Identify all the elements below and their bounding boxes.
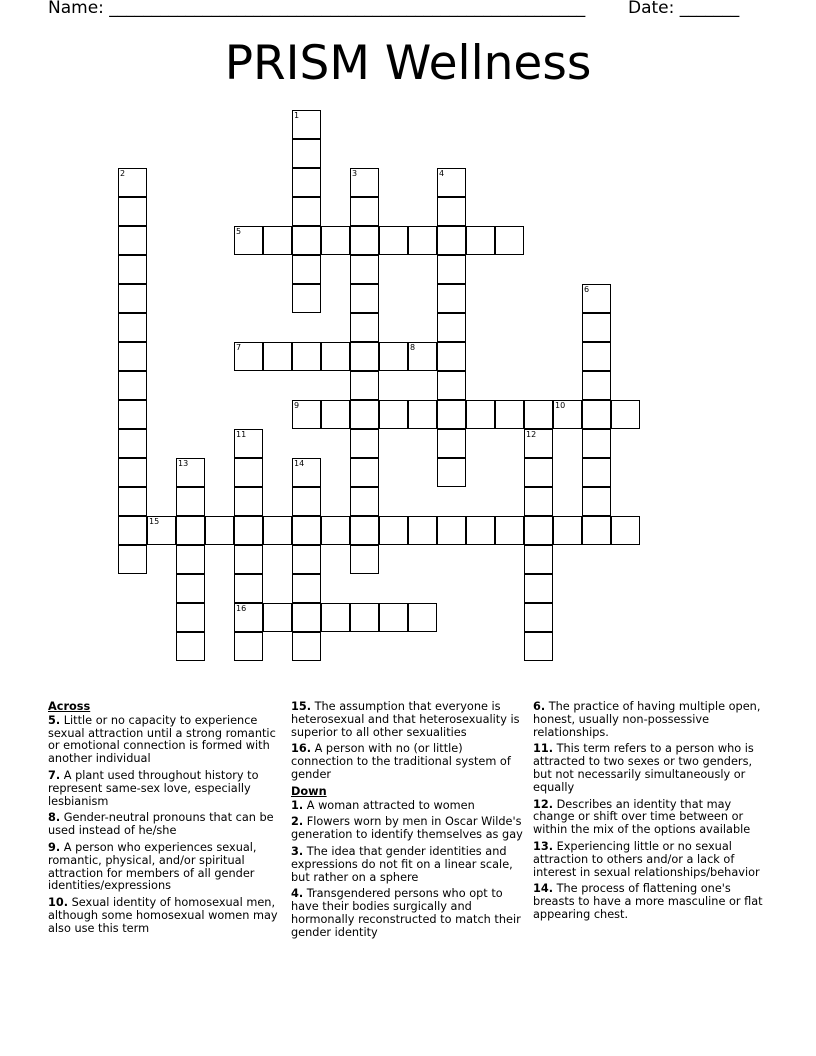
crossword-cell[interactable] [524, 545, 553, 574]
date-field-label: Date: _______ [628, 0, 740, 18]
crossword-cell[interactable] [263, 226, 292, 255]
crossword-cell[interactable] [350, 400, 379, 429]
cell-number: 12 [526, 430, 537, 439]
cell-number: 2 [120, 169, 126, 178]
crossword-cell[interactable] [292, 516, 321, 545]
crossword-cell[interactable] [118, 371, 147, 400]
crossword-cell[interactable] [321, 400, 350, 429]
crossword-cell[interactable] [292, 139, 321, 168]
clue-across-10: 10. Sexual identity of homosexual men, although some homosexual women may also use this term [48, 896, 278, 935]
across-heading: Across [48, 700, 91, 713]
crossword-cell[interactable] [292, 110, 321, 139]
crossword-cell[interactable] [234, 545, 263, 574]
crossword-cell[interactable] [524, 487, 553, 516]
clue-down-6: 6. The practice of having multiple open, honest, usually non-possessive relationships. [533, 700, 761, 739]
crossword-cell[interactable] [350, 603, 379, 632]
crossword-cell[interactable] [176, 632, 205, 661]
clue-down-11: 11. This term refers to a person who is attracted to two sexes or two genders, but not necessarily simultaneously or equally [533, 742, 754, 794]
crossword-cell[interactable] [118, 516, 147, 545]
clue-across-8: 8. Gender-neutral pronouns that can be used instead of he/she [48, 811, 274, 838]
clue-column-2 [291, 701, 523, 944]
crossword-cell[interactable] [292, 632, 321, 661]
cell-number: 6 [584, 285, 590, 294]
crossword-cell[interactable] [118, 487, 147, 516]
crossword-cell[interactable] [321, 226, 350, 255]
crossword-cell[interactable] [408, 400, 437, 429]
crossword-cell[interactable] [118, 458, 147, 487]
crossword-cell[interactable] [350, 458, 379, 487]
crossword-cell[interactable] [292, 284, 321, 313]
crossword-cell[interactable] [263, 342, 292, 371]
crossword-cell[interactable] [582, 313, 611, 342]
crossword-cell[interactable] [437, 458, 466, 487]
crossword-cell[interactable] [408, 226, 437, 255]
crossword-cell[interactable] [234, 429, 263, 458]
crossword-cell[interactable] [437, 168, 466, 197]
crossword-cell[interactable] [118, 313, 147, 342]
cell-number: 16 [236, 604, 247, 613]
crossword-cell[interactable] [350, 168, 379, 197]
crossword-cell[interactable] [379, 400, 408, 429]
crossword-cell[interactable] [379, 226, 408, 255]
crossword-cell[interactable] [118, 197, 147, 226]
crossword-cell[interactable] [524, 516, 553, 545]
crossword-cell[interactable] [234, 574, 263, 603]
crossword-cell[interactable] [118, 400, 147, 429]
crossword-cell[interactable] [350, 284, 379, 313]
crossword-cell[interactable] [350, 313, 379, 342]
crossword-cell[interactable] [611, 516, 640, 545]
crossword-cell[interactable] [466, 226, 495, 255]
crossword-cell[interactable] [524, 632, 553, 661]
crossword-cell[interactable] [176, 458, 205, 487]
crossword-cell[interactable] [524, 458, 553, 487]
crossword-cell[interactable] [437, 429, 466, 458]
crossword-cell[interactable] [582, 516, 611, 545]
cell-number: 14 [294, 459, 305, 468]
crossword-cell[interactable] [379, 342, 408, 371]
clue-column-3 [533, 701, 765, 926]
crossword-cell[interactable] [292, 255, 321, 284]
crossword-cell[interactable] [234, 632, 263, 661]
crossword-cell[interactable] [582, 371, 611, 400]
crossword-cell[interactable] [292, 342, 321, 371]
crossword-cell[interactable] [379, 603, 408, 632]
crossword-cell[interactable] [350, 516, 379, 545]
crossword-cell[interactable] [205, 516, 234, 545]
clue-down-12: 12. Describes an identity that may change or shift over time between or within the mix of the options available [533, 797, 751, 837]
crossword-cell[interactable] [582, 342, 611, 371]
crossword-cell[interactable] [234, 226, 263, 255]
crossword-cell[interactable] [292, 545, 321, 574]
crossword-cell[interactable] [118, 545, 147, 574]
crossword-cell[interactable] [582, 429, 611, 458]
crossword-cell[interactable] [524, 429, 553, 458]
crossword-cell[interactable] [118, 429, 147, 458]
crossword-cell[interactable] [234, 458, 263, 487]
crossword-cell[interactable] [466, 400, 495, 429]
crossword-cell[interactable] [350, 255, 379, 284]
crossword-cell[interactable] [437, 371, 466, 400]
clue-across-15: 15. The assumption that everyone is heterosexual and that heterosexuality is superior to all other sexualities [291, 700, 520, 739]
crossword-cell[interactable] [582, 400, 611, 429]
crossword-cell[interactable] [408, 603, 437, 632]
crossword-cell[interactable] [437, 313, 466, 342]
crossword-cell[interactable] [350, 226, 379, 255]
cell-number: 5 [236, 227, 242, 236]
crossword-cell[interactable] [350, 197, 379, 226]
cell-number: 9 [294, 401, 300, 410]
crossword-cell[interactable] [118, 226, 147, 255]
crossword-cell[interactable] [524, 574, 553, 603]
clue-across-5: 5. Little or no capacity to experience sexual attraction until a strong romantic or emotional connection is formed with another individual [48, 713, 276, 766]
crossword-cell[interactable] [553, 516, 582, 545]
crossword-cell[interactable] [234, 516, 263, 545]
crossword-cell[interactable] [292, 168, 321, 197]
crossword-cell[interactable] [234, 603, 263, 632]
down-heading: Down [291, 784, 327, 798]
clue-column-1 [48, 701, 280, 940]
clue-down-4: 4. Transgendered persons who opt to have their bodies surgically and hormonally reconstructed to match their gender identity [291, 887, 521, 939]
clue-down-14: 14. The process of flattening one's breasts to have a more masculine or flat appearing chest. [533, 882, 763, 921]
crossword-cell[interactable] [582, 487, 611, 516]
crossword-cell[interactable] [176, 487, 205, 516]
crossword-cell[interactable] [118, 255, 147, 284]
crossword-cell[interactable] [437, 516, 466, 545]
crossword-cell[interactable] [437, 342, 466, 371]
crossword-cell[interactable] [292, 400, 321, 429]
clue-down-3: 3. The idea that gender identities and expressions do not fit on a linear scale, but rather on a sphere [291, 844, 513, 884]
cell-number: 10 [555, 401, 566, 410]
cell-number: 1 [294, 111, 300, 120]
crossword-cell[interactable] [437, 400, 466, 429]
crossword-cell[interactable] [321, 603, 350, 632]
crossword-cell[interactable] [495, 226, 524, 255]
crossword-cell[interactable] [292, 574, 321, 603]
crossword-cell[interactable] [263, 516, 292, 545]
cell-number: 4 [439, 169, 445, 178]
crossword-cell[interactable] [118, 342, 147, 371]
crossword-cell[interactable] [553, 400, 582, 429]
cell-number: 8 [410, 343, 416, 352]
crossword-cell[interactable] [292, 458, 321, 487]
clue-across-7: 7. A plant used throughout history to represent same-sex love, especially lesbianism [48, 768, 259, 808]
crossword-cell[interactable] [321, 516, 350, 545]
crossword-cell[interactable] [495, 400, 524, 429]
crossword-cell[interactable] [379, 516, 408, 545]
crossword-cell[interactable] [495, 516, 524, 545]
crossword-cell[interactable] [437, 255, 466, 284]
crossword-cell[interactable] [321, 342, 350, 371]
crossword-cell[interactable] [292, 226, 321, 255]
crossword-cell[interactable] [408, 342, 437, 371]
crossword-cell[interactable] [176, 545, 205, 574]
crossword-cell[interactable] [292, 603, 321, 632]
cell-number: 11 [236, 430, 247, 439]
crossword-cell[interactable] [176, 603, 205, 632]
crossword-cell[interactable] [437, 284, 466, 313]
crossword-cell[interactable] [234, 342, 263, 371]
crossword-cell[interactable] [350, 342, 379, 371]
crossword-cell[interactable] [582, 458, 611, 487]
clue-down-1: 1. A woman attracted to women [291, 798, 475, 812]
crossword-cell[interactable] [234, 487, 263, 516]
crossword-cell[interactable] [524, 400, 553, 429]
crossword-cell[interactable] [350, 487, 379, 516]
crossword-cell[interactable] [408, 516, 437, 545]
crossword-cell[interactable] [118, 284, 147, 313]
crossword-cell[interactable] [466, 516, 495, 545]
clue-down-13: 13. Experiencing little or no sexual attraction to others and/or a lack of interest in sexual relationships/behavior [533, 839, 760, 879]
cell-number: 13 [178, 459, 189, 468]
crossword-cell[interactable] [350, 545, 379, 574]
crossword-cell[interactable] [118, 168, 147, 197]
crossword-cell[interactable] [437, 226, 466, 255]
cell-number: 3 [352, 169, 358, 178]
clue-down-2: 2. Flowers worn by men in Oscar Wilde's generation to identify themselves as gay [291, 815, 523, 842]
crossword-cell[interactable] [350, 429, 379, 458]
crossword-cell[interactable] [263, 603, 292, 632]
cell-number: 7 [236, 343, 242, 352]
crossword-cell[interactable] [292, 197, 321, 226]
clue-across-9: 9. A person who experiences sexual, romantic, physical, and/or spiritual attraction for members of all gender identities/expressions [48, 840, 257, 893]
crossword-cell[interactable] [524, 603, 553, 632]
page-title: PRISM Wellness [224, 36, 592, 91]
crossword-cell[interactable] [292, 487, 321, 516]
name-field-label: Name: ________________________________________________________ [48, 0, 586, 18]
cell-number: 15 [149, 517, 160, 526]
crossword-cell[interactable] [176, 574, 205, 603]
crossword-cell[interactable] [582, 284, 611, 313]
crossword-cell[interactable] [437, 197, 466, 226]
clue-across-16: 16. A person with no (or little) connection to the traditional system of gender [291, 742, 511, 781]
crossword-cell[interactable] [350, 371, 379, 400]
crossword-cell[interactable] [611, 400, 640, 429]
crossword-cell[interactable] [176, 516, 205, 545]
crossword-cell[interactable] [147, 516, 176, 545]
